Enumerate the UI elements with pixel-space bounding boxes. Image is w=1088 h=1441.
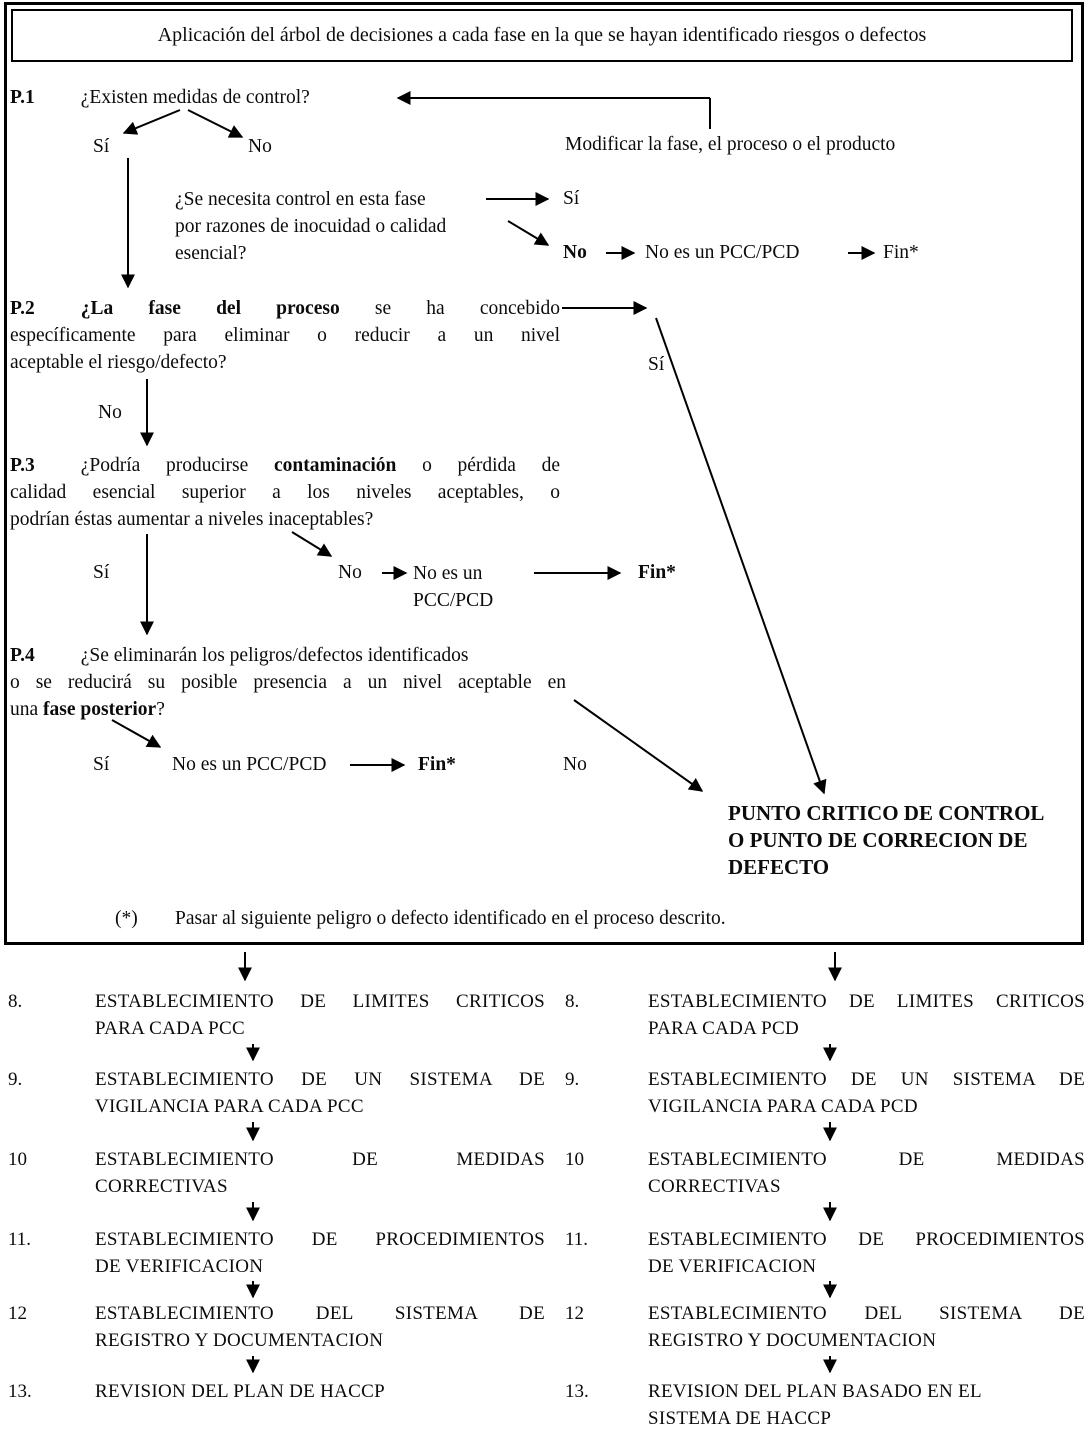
step-left-10-line2: CORRECTIVAS <box>95 1176 228 1197</box>
step-left-9-line1: ESTABLECIMIENTO DE UN SISTEMA DE <box>95 1069 545 1090</box>
p1-question-block <box>10 84 310 111</box>
subquestion-line2: por razones de inocuidad o calidad <box>175 216 447 237</box>
p4-question-block <box>10 642 566 723</box>
p1-label: P.1 <box>10 87 35 108</box>
p1-question: ¿Existen medidas de control? <box>80 87 310 108</box>
step-left-9-number: 9. <box>8 1069 23 1090</box>
result-critical-point-block <box>728 800 1044 881</box>
p2-question-block <box>10 295 560 376</box>
step-left-8-number: 8. <box>8 991 23 1012</box>
step-left-9-line2: VIGILANCIA PARA CADA PCC <box>95 1096 364 1117</box>
p2-question-rest: se ha concebido <box>374 298 560 319</box>
p4-question-line3 <box>10 696 566 723</box>
step-right-9-line1: ESTABLECIMIENTO DE UN SISTEMA DE <box>648 1069 1085 1090</box>
step-right-12-number: 12 <box>565 1303 584 1324</box>
step-left-12-number: 12 <box>8 1303 27 1324</box>
sub-yes-label: Sí <box>563 188 580 209</box>
arrow-p1-no <box>188 110 242 137</box>
p4-fin-label: Fin* <box>418 754 456 775</box>
arrow-p2-yes-diagonal <box>656 318 824 793</box>
sub-not-pcc-label: No es un PCC/PCD <box>645 242 800 263</box>
p2-yes-label: Sí <box>648 354 665 375</box>
step-right-12-line2: REGISTRO Y DOCUMENTACION <box>648 1330 937 1351</box>
p3-label: P.3 <box>10 455 35 476</box>
arrow-p4-no-diagonal <box>574 700 702 791</box>
result-line1: PUNTO CRITICO DE CONTROL <box>728 801 1045 825</box>
p1-no-label: No <box>248 136 272 157</box>
step-right-13-line1: REVISION DEL PLAN BASADO EN EL <box>648 1381 982 1402</box>
p4-not-pcc-label: No es un PCC/PCD <box>172 754 327 775</box>
step-right-9-number: 9. <box>565 1069 580 1090</box>
subquestion-block <box>175 186 505 267</box>
p4-line3-end: ? <box>156 699 165 720</box>
p3-question-line1 <box>10 452 560 479</box>
step-right-10-number: 10 <box>565 1149 584 1170</box>
step-left-13-number: 13. <box>8 1381 32 1402</box>
step-left-11-number: 11. <box>8 1229 32 1250</box>
p1-question-line <box>10 84 310 111</box>
p3-not-pcc-line2: PCC/PCD <box>413 590 494 611</box>
p3-not-pcc-block <box>413 560 493 614</box>
p2-question-bold: ¿La fase del proceso <box>80 298 340 319</box>
step-left-8-line2: PARA CADA PCC <box>95 1018 245 1039</box>
diagram-title-box <box>11 9 1073 62</box>
step-left-10-line1: ESTABLECIMIENTO DE MEDIDAS <box>95 1149 545 1170</box>
p3-question-block <box>10 452 560 533</box>
p4-label: P.4 <box>10 645 35 666</box>
p3-question-post: o pérdida de <box>422 455 560 476</box>
step-right-10-line1: ESTABLECIMIENTO DE MEDIDAS <box>648 1149 1085 1170</box>
step-left-8-line1: ESTABLECIMIENTO DE LIMITES CRITICOS <box>95 991 545 1012</box>
step-left-10-number: 10 <box>8 1149 27 1170</box>
sub-no-label: No <box>563 242 587 263</box>
arrow-p3-no <box>292 532 331 556</box>
step-right-11-line1: ESTABLECIMIENTO DE PROCEDIMIENTOS <box>648 1229 1085 1250</box>
p4-no-label: No <box>563 754 587 775</box>
diagram-title: Aplicación del árbol de decisiones a cada fase en la que se hayan identificado riesgos o defectos <box>157 24 927 46</box>
step-right-8-line2: PARA CADA PCD <box>648 1018 800 1039</box>
step-right-11-number: 11. <box>565 1229 589 1250</box>
step-right-12-line1: ESTABLECIMIENTO DEL SISTEMA DE <box>648 1303 1085 1324</box>
step-right-8-number: 8. <box>565 991 580 1012</box>
p4-line3-bold: fase posterior <box>43 699 157 720</box>
p2-question-line3: aceptable el riesgo/defecto? <box>10 352 227 373</box>
p2-question-line2: específicamente para eliminar o reducir a un nivel <box>10 325 560 346</box>
p3-yes-label: Sí <box>93 562 110 583</box>
p3-no-label: No <box>338 562 362 583</box>
step-right-11-line2: DE VERIFICACION <box>648 1256 817 1277</box>
step-left-13-line1: REVISION DEL PLAN DE HACCP <box>95 1381 385 1402</box>
p3-question-line3: podrían éstas aumentar a niveles inaceptables? <box>10 509 374 530</box>
step-right-13-line2: SISTEMA DE HACCP <box>648 1408 832 1429</box>
arrow-p1-yes <box>124 110 180 133</box>
p1-yes-label: Sí <box>93 136 110 157</box>
step-right-10-line2: CORRECTIVAS <box>648 1176 781 1197</box>
p4-question-text: ¿Se eliminarán los peligros/defectos identificados <box>80 645 469 666</box>
step-left-11-line1: ESTABLECIMIENTO DE PROCEDIMIENTOS <box>95 1229 545 1250</box>
footnote-marker: (*) <box>115 908 138 929</box>
p4-line3-pre: una <box>10 699 39 720</box>
step-left-11-line2: DE VERIFICACION <box>95 1256 264 1277</box>
p3-question-bold: contaminación <box>273 455 397 476</box>
p3-not-pcc-line1: No es un <box>413 563 483 584</box>
step-left-12-line1: ESTABLECIMIENTO DEL SISTEMA DE <box>95 1303 545 1324</box>
p3-question-line2: calidad esencial superior a los niveles aceptables, o <box>10 482 560 503</box>
subquestion-line1: ¿Se necesita control en esta fase <box>175 189 426 210</box>
p4-question-line2: o se reducirá su posible presencia a un nivel aceptable en <box>10 672 566 693</box>
p4-yes-label: Sí <box>93 754 110 775</box>
arrow-p4-yes <box>112 720 160 747</box>
subquestion-line3: esencial? <box>175 243 247 264</box>
p4-question-line1 <box>10 642 566 669</box>
step-right-13-number: 13. <box>565 1381 589 1402</box>
p3-fin-label: Fin* <box>638 562 676 583</box>
modify-step-label: Modificar la fase, el proceso o el producto <box>565 134 896 155</box>
step-right-8-line1: ESTABLECIMIENTO DE LIMITES CRITICOS <box>648 991 1085 1012</box>
arrow-sub-no <box>508 221 548 245</box>
sub-fin-label: Fin* <box>883 242 919 263</box>
result-line2: O PUNTO DE CORRECION DE <box>728 828 1028 852</box>
p2-label: P.2 <box>10 298 35 319</box>
p2-no-label: No <box>98 402 122 423</box>
p2-question-line1 <box>10 295 560 322</box>
result-line3: DEFECTO <box>728 855 830 879</box>
p3-question-pre: ¿Podría producirse <box>80 455 249 476</box>
footnote-text: Pasar al siguiente peligro o defecto identificado en el proceso descrito. <box>175 908 726 929</box>
step-right-9-line2: VIGILANCIA PARA CADA PCD <box>648 1096 918 1117</box>
step-left-12-line2: REGISTRO Y DOCUMENTACION <box>95 1330 384 1351</box>
